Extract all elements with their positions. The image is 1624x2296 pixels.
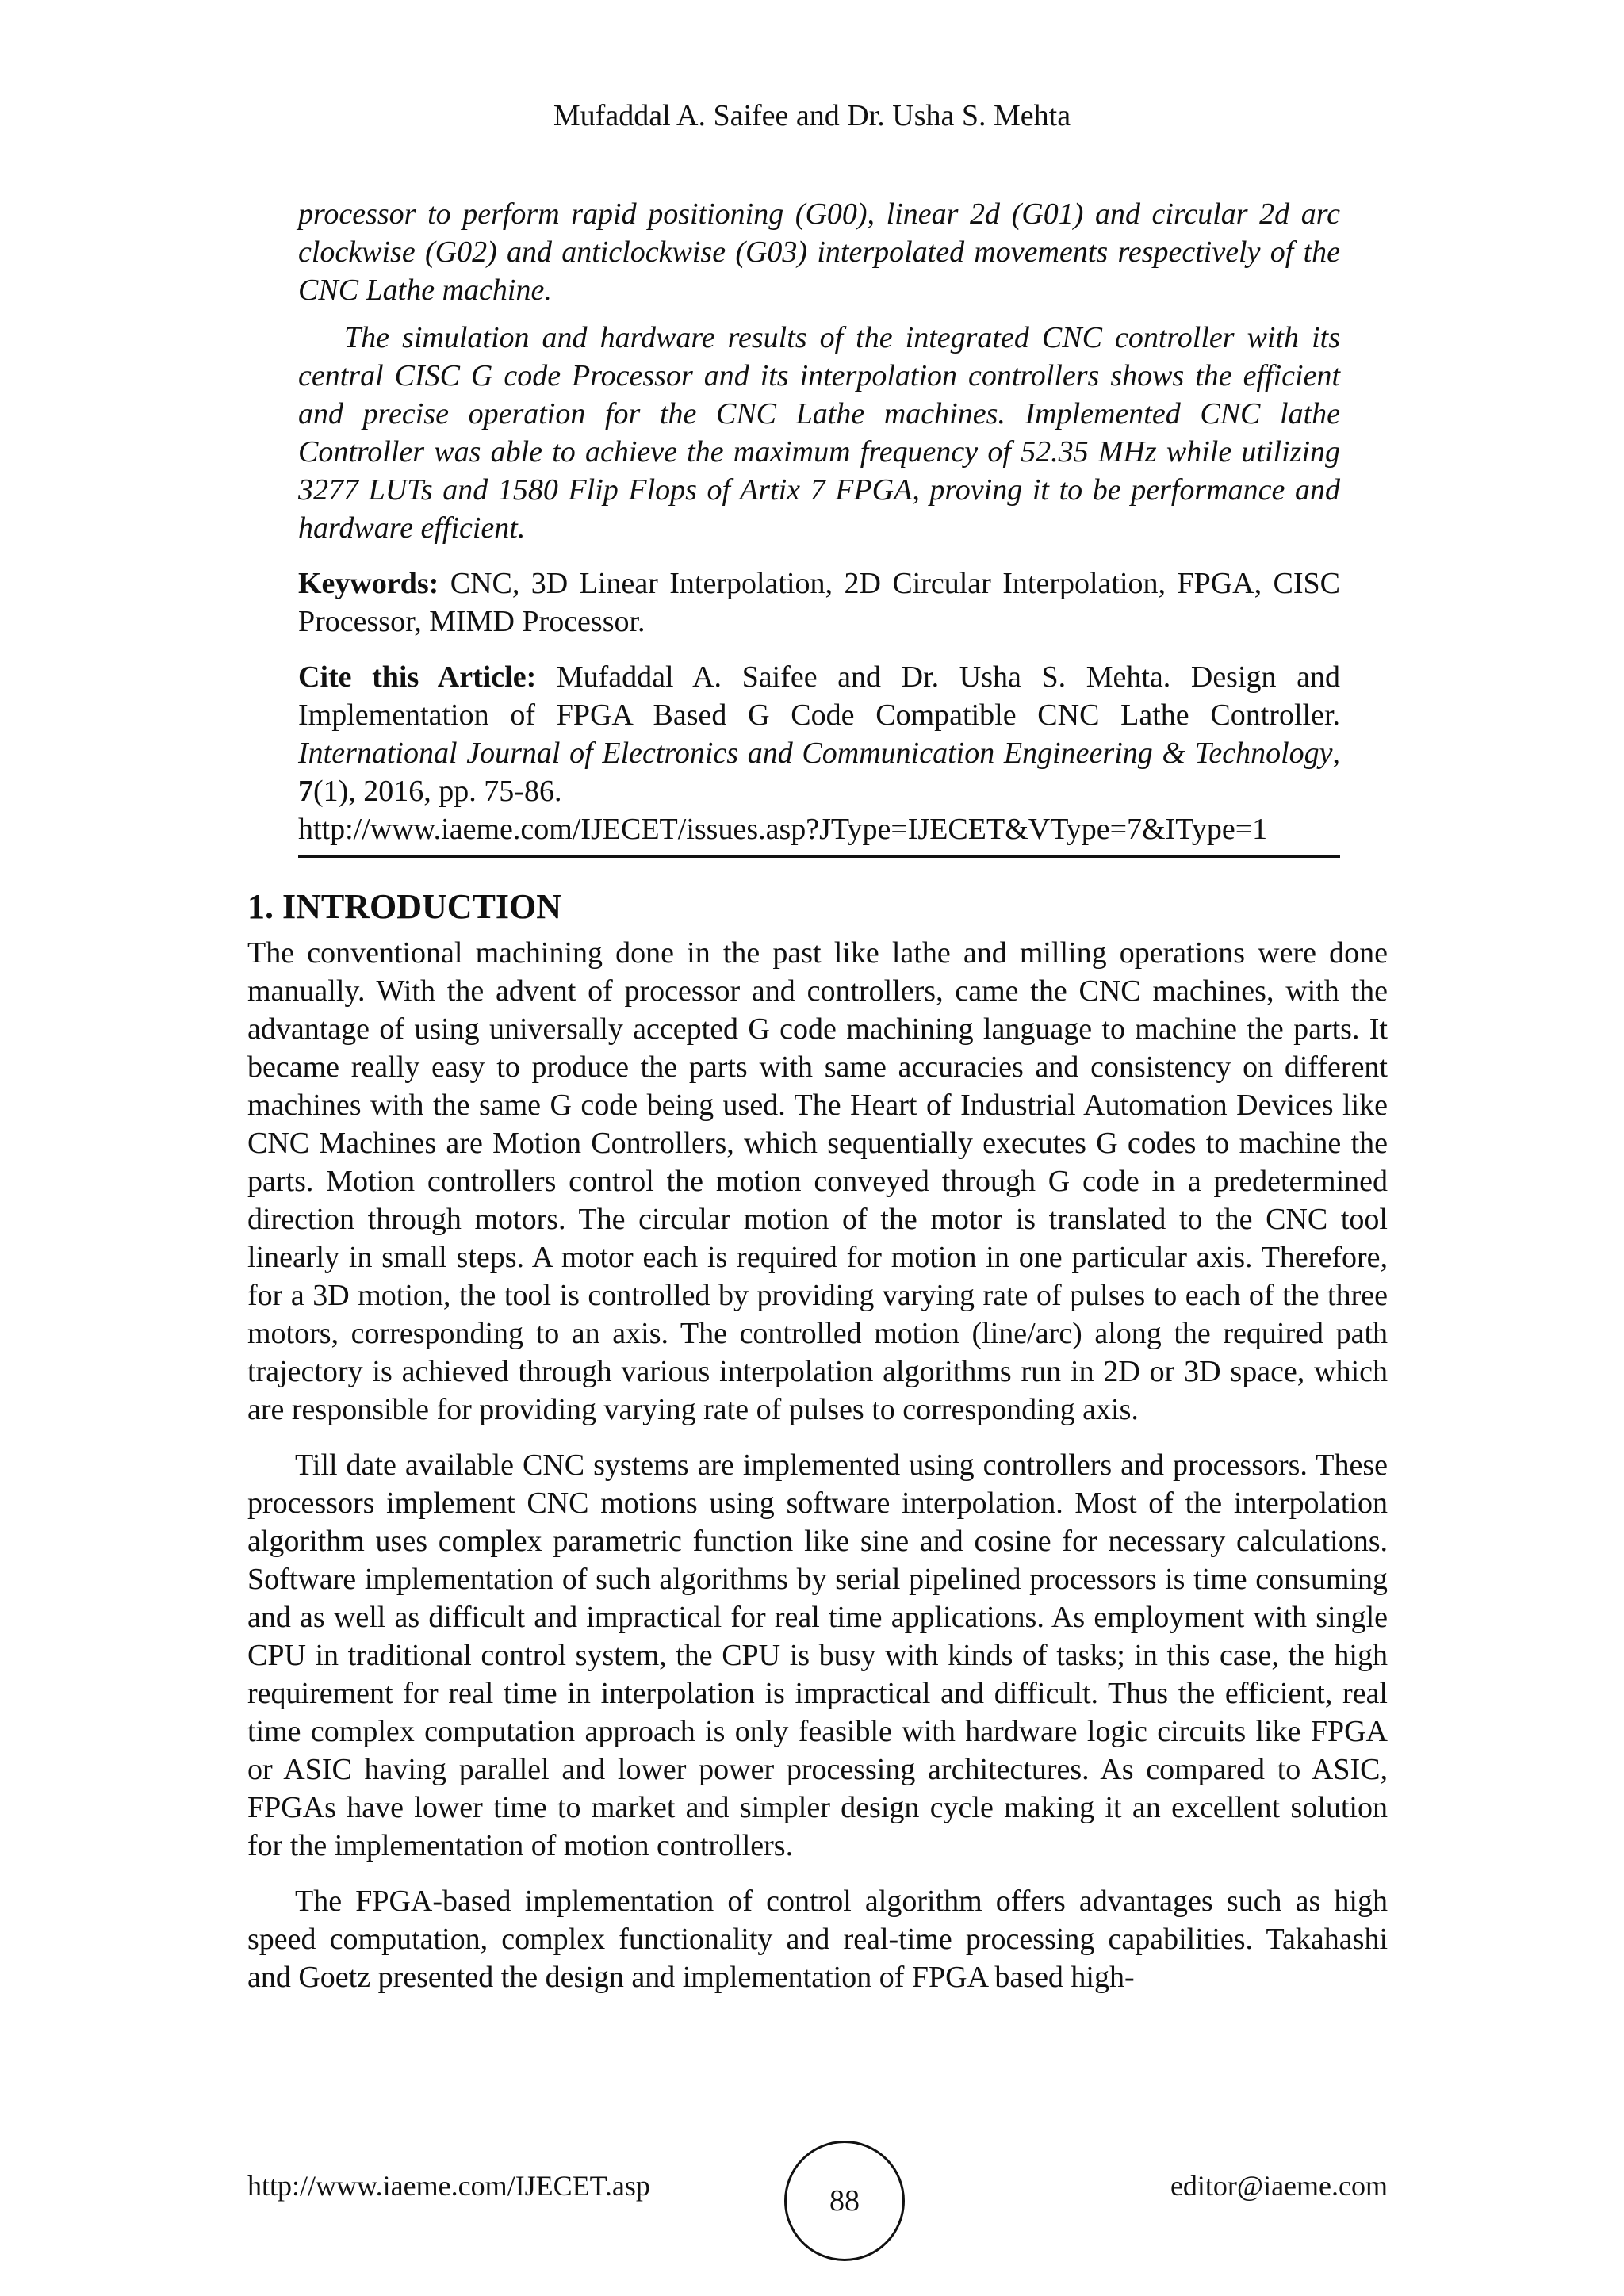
abstract-paragraph: The simulation and hardware results of the integrated CNC controller with its central CISC G code Processor and its interpolation controllers shows the efficient and precise operation for the CNC Lathe machines. Implemented CNC lathe Controller was able to achieve the maximum frequency of 52.35 MHz while utilizing 3277 LUTs and 1580 Flip Flops of Artix 7 FPGA, proving it to be performance and hardware efficient.	[298, 321, 1340, 545]
section-title: 1. INTRODUCTION	[247, 887, 562, 926]
keywords-text: CNC, 3D Linear Interpolation, 2D Circular Interpolation, FPGA, CISC Processor, MIMD Processor.	[298, 567, 1341, 638]
citation-volume: 7	[298, 775, 313, 808]
abstract-paragraph: processor to perform rapid positioning (G00), linear 2d (G01) and circular 2d arc clockwise (G02) and anticlockwise (G03) interpolated movements respectively of the CNC Lathe machine.	[298, 197, 1340, 307]
citation-authors-title: Mufaddal A. Saifee and Dr. Usha S. Mehta. Design and Implementation of FPGA Based G Code Compatible CNC Lathe Controller.	[298, 660, 1340, 732]
footer-email-link[interactable]: editor@iaeme.com	[1170, 2170, 1388, 2202]
citation-journal: International Journal of Electronics and Communication Engineering & Technology	[298, 737, 1333, 770]
page-number: 88	[784, 2141, 905, 2261]
citation	[298, 658, 1340, 810]
keywords-label: Keywords:	[298, 567, 439, 600]
body-paragraph: The conventional machining done in the past like lathe and milling operations were done manually. With the advent of processor and controllers, came the CNC machines, with the advantage of using universally accepted G code machining language to machine the parts. It became really easy to produce the parts with same accuracies and consistency on different machines with the same G code being used. The Heart of Industrial Automation Devices like CNC Machines are Motion Controllers, which sequentially executes G codes to machine the parts. Motion controllers control the motion conveyed through G code in a predetermined direction through motors. The circular motion of the motor is translated to the CNC tool linearly in small steps. A motor each is required for motion in one particular axis. Therefore, for a 3D motion, the tool is controlled by providing varying rate of pulses to each of the three motors, corresponding to an axis. The controlled motion (line/arc) along the required path trajectory is achieved through various interpolation algorithms run in 2D or 3D space, which are responsible for providing varying rate of pulses to corresponding axis.	[247, 936, 1388, 1426]
section-body	[247, 934, 1388, 2014]
footer-journal-link[interactable]: http://www.iaeme.com/IJECET.asp	[247, 2170, 650, 2202]
citation-separator: ,	[1332, 737, 1340, 770]
body-paragraph: Till date available CNC systems are implemented using controllers and processors. These processors implement CNC motions using software interpolation. Most of the interpolation algorithm uses complex parametric function like sine and cosine for necessary calculations. Software implementation of such algorithms by serial pipelined processors is time consuming and as well as difficult and impractical for real time applications. As employment with single CPU in traditional control system, the CPU is busy with kinds of tasks; in this case, the high requirement for real time in interpolation is impractical and difficult. Thus the efficient, real time complex computation approach is only feasible with hardware logic circuits like FPGA or ASIC having parallel and lower power processing architectures. As compared to ASIC, FPGAs have lower time to market and simpler design cycle making it an excellent solution for the implementation of motion controllers.	[247, 1448, 1388, 1862]
citation-issue-pages: (1), 2016, pp. 75-86.	[313, 775, 562, 808]
citation-label: Cite this Article:	[298, 660, 537, 694]
running-head: Mufaddal A. Saifee and Dr. Usha S. Mehta	[553, 99, 1071, 132]
abstract-block	[298, 195, 1340, 858]
keywords	[298, 564, 1340, 641]
citation-url-link[interactable]: http://www.iaeme.com/IJECET/issues.asp?JType=IJECET&VType=7&IType=1	[298, 810, 1340, 858]
body-paragraph: The FPGA-based implementation of control algorithm offers advantages such as high speed computation, complex functionality and real-time processing capabilities. Takahashi and Goetz presented the design and implementation of FPGA based high-	[247, 1885, 1388, 1994]
page-footer	[247, 2141, 1388, 2236]
